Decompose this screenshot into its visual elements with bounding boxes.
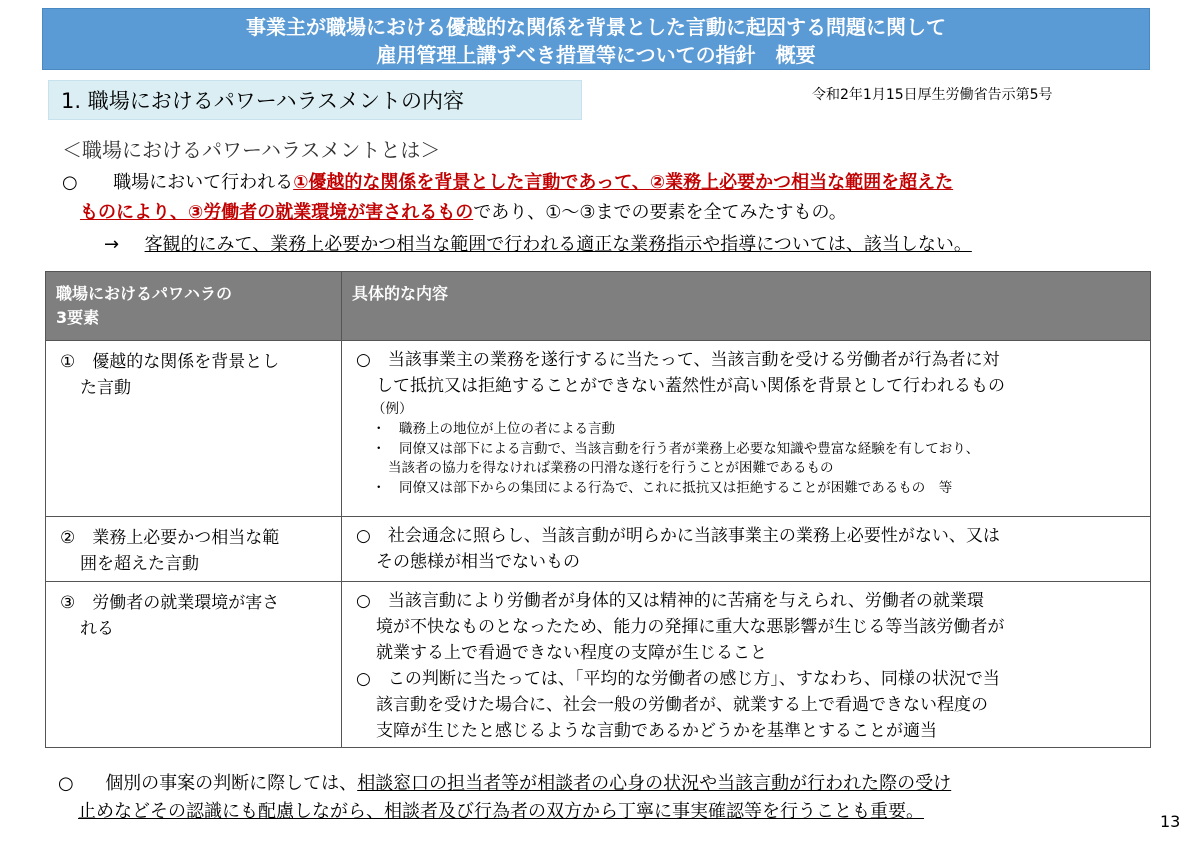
definition-prefix: 職場において行われる [113,172,294,193]
table-row [46,517,1151,582]
footer-underlined-1: 相談窓口の担当者等が相談者の心身の状況や当該言動が行われた際の受け [357,773,952,794]
content-3-p1-line3: 就業する上で看過できない程度の支障が生じること [376,643,767,663]
element-cell-2 [46,517,342,582]
table-header-elements [46,272,342,341]
content-1-line1: ○ 当該事業主の業務を遂行するに当たって、当該言動を受ける労働者が行為者に対 [356,350,1000,370]
content-cell-3 [342,582,1151,748]
element-cell-1 [46,341,342,517]
content-cell-1 [342,341,1151,517]
element-2-line2: 囲を超えた言動 [80,554,199,574]
arrow-icon: → [104,234,120,255]
example-item-2-cont: 当該者の協力を得なければ業務の円滑な遂行を行うことが困難であるもの [388,460,834,476]
element-1-line1: ① 優越的な関係を背景とし [60,352,280,372]
definition-bullet: ○ [62,172,78,193]
example-item-3: ・ 同僚又は部下からの集団による行為で、これに抵抗又は拒絶することが困難であるもの 等 [372,480,953,496]
footer-bullet: ○ [58,773,74,794]
table-row [46,341,1151,517]
table-header-content [342,272,1151,341]
notice-reference: 令和2年1月15日厚生労働省告示第5号 [812,87,1053,103]
definition-line2 [80,200,847,226]
content-3-p2-line1: ○ この判断に当たっては、「平均的な労働者の感じ方」、すなわち、同様の状況で当 [356,669,1000,689]
subheading: ＜職場におけるパワーハラスメントとは＞ [62,138,441,162]
section-title: 1. 職場におけるパワーハラスメントの内容 [48,80,582,120]
content-2-line2: その態様が相当でないもの [376,552,580,572]
header-title-line1: 事業主が職場における優越的な関係を背景とした言動に起因する問題に関して [246,15,946,39]
footer-underlined-2: 止めなどその認識にも配慮しながら、相談者及び行為者の双方から丁寧に事実確認等を行うことも重要。 [78,801,924,822]
header-content-label: 具体的な内容 [352,284,449,303]
table-header-row [46,272,1151,341]
element-3-line2: れる [80,619,114,639]
definition-note [104,232,972,258]
power-harassment-elements-table [45,271,1151,748]
document-header [42,8,1150,70]
content-3-p1-line2: 境が不快なものとなったため、能力の発揮に重大な悪影響が生じる等当該労働者が [376,617,1005,637]
table-row [46,582,1151,748]
header-elements-line2: 3要素 [56,308,100,327]
example-item-1: ・ 職務上の地位が上位の者による言動 [372,421,615,437]
example-label: （例） [372,401,413,417]
content-2-line1: ○ 社会通念に照らし、当該言動が明らかに当該事業主の業務上必要性がない、又は [356,526,1000,546]
header-title-line2: 雇用管理上講ずべき措置等についての指針 概要 [376,43,816,67]
element-3-line1: ③ 労働者の就業環境が害さ [60,593,280,613]
definition-suffix: であり、①～③までの要素を全てみたすもの。 [473,202,847,223]
page-number: 13 [1160,812,1181,831]
content-cell-2 [342,517,1151,582]
content-3-p2-line3: 支障が生じたと感じるような言動であるかどうかを基準とすることが適当 [376,721,937,741]
definition-note-text: 客観的にみて、業務上必要かつ相当な範囲で行われる適正な業務指示や指導については、該当しない。 [144,234,972,255]
element-1-line2: た言動 [80,378,131,398]
definition-highlight-1: ①優越的な関係を背景とした言動であって、②業務上必要かつ相当な範囲を超えた [293,172,954,193]
definition-line1 [62,170,953,196]
content-3-p1-line1: ○ 当該言動により労働者が身体的又は精神的に苦痛を与えられ、労働者の就業環 [356,591,984,611]
header-elements-line1: 職場におけるパワハラの [56,284,233,303]
definition-highlight-2: ものにより、③労働者の就業環境が害されるもの [80,202,474,223]
footer-plain: 個別の事案の判断に際しては、 [105,773,358,794]
element-2-line1: ② 業務上必要かつ相当な範 [60,528,280,548]
content-1-line2: して抵抗又は拒絶することができない蓋然性が高い関係を背景として行われるもの [376,376,1005,396]
element-cell-3 [46,582,342,748]
example-item-2: ・ 同僚又は部下による言動で、当該言動を行う者が業務上必要な知識や豊富な経験を有しており、 [372,441,980,457]
content-3-p2-line2: 該言動を受けた場合に、社会一般の労働者が、就業する上で看過できない程度の [376,695,988,715]
footer-note-line1 [58,770,951,798]
footer-note-line2 [78,798,924,826]
